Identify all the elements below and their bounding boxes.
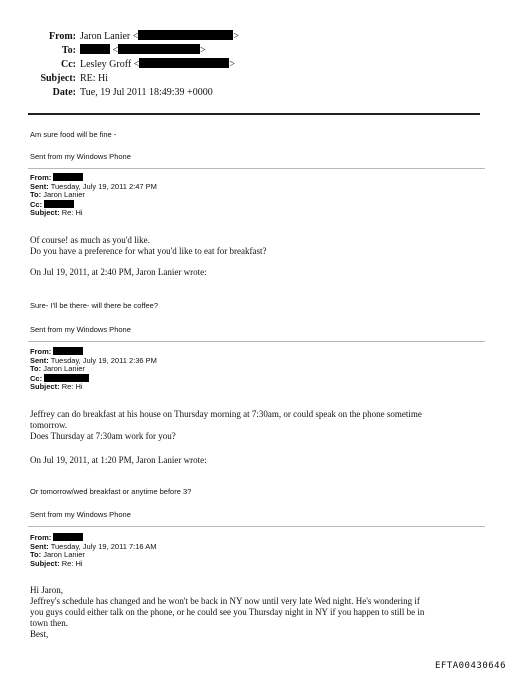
document-id: EFTA00430646 xyxy=(434,661,506,671)
msg4-subject-label: Subject: xyxy=(30,558,60,568)
redaction-box xyxy=(44,374,89,382)
msg3-body xyxy=(30,409,485,442)
msg2-divider xyxy=(28,341,485,342)
header-subject-label: Subject: xyxy=(40,73,76,84)
msg2-subject: Re: Hi xyxy=(61,208,83,218)
msg3-from-label: From: xyxy=(30,347,52,356)
header-cc-row xyxy=(0,58,512,72)
redaction-box xyxy=(53,533,83,541)
header-subject-row xyxy=(0,72,512,86)
msg2-body-line: Of course! as much as you'd like. xyxy=(30,235,150,245)
msg2-subject-label: Subject: xyxy=(30,208,60,218)
msg3-divider xyxy=(28,526,485,527)
redaction-box xyxy=(138,30,233,40)
header-cc-name: Lesley Groff < xyxy=(80,59,140,70)
msg4-from-label: From: xyxy=(30,533,52,542)
msg3-to: Jaron Lanier xyxy=(43,364,85,374)
msg2-sent: Tuesday, July 19, 2011 2:47 PM xyxy=(50,181,157,191)
msg4-sent: Tuesday, July 19, 2011 7:16 AM xyxy=(50,541,157,551)
msg3-body-line: Does Thursday at 7:30am work for you? xyxy=(30,431,176,441)
msg4-closing: Best, xyxy=(30,629,49,639)
msg3-subject: Re: Hi xyxy=(61,382,83,392)
msg2-to: Jaron Lanier xyxy=(43,190,85,200)
redaction-box xyxy=(53,173,83,181)
header-cc-label: Cc: xyxy=(61,59,76,70)
redaction-box xyxy=(139,58,229,68)
header-date-row xyxy=(0,86,512,100)
redaction-box xyxy=(53,347,83,355)
msg4-greeting: Hi Jaron, xyxy=(30,585,63,595)
header-from-name: Jaron Lanier < xyxy=(80,31,139,42)
msg1-divider xyxy=(28,168,485,169)
header-from-label: From: xyxy=(48,31,76,42)
msg3-cc-label: Cc: xyxy=(30,373,43,383)
header-gt: > xyxy=(200,45,206,56)
msg3-sent-label: Sent: xyxy=(30,355,49,365)
redaction-box xyxy=(118,44,200,54)
msg3-quote-intro: On Jul 19, 2011, at 1:20 PM, Jaron Lanier wrote: xyxy=(30,455,207,465)
redaction-box xyxy=(44,200,74,208)
header-date-label: Date: xyxy=(52,87,76,98)
msg3-sent: Tuesday, July 19, 2011 2:36 PM xyxy=(50,355,157,365)
msg4-sent-label: Sent: xyxy=(30,541,49,551)
msg4-body xyxy=(30,585,485,640)
msg2-meta xyxy=(30,173,157,218)
msg2-from-label: From: xyxy=(30,173,52,182)
header-to-row xyxy=(0,44,512,58)
header-gt: > xyxy=(233,31,240,42)
msg3-meta xyxy=(30,347,157,392)
msg2-quote-intro: On Jul 19, 2011, at 2:40 PM, Jaron Lanier wrote: xyxy=(30,267,207,277)
msg3-signature: Sent from my Windows Phone xyxy=(30,510,131,519)
redaction-box xyxy=(80,44,110,54)
msg3-quoted: Or tomorrow/wed breakfast or anytime before 3? xyxy=(30,487,192,496)
msg4-to: Jaron Lanier xyxy=(43,550,85,560)
msg2-to-label: To: xyxy=(30,190,42,200)
msg4-meta xyxy=(30,533,156,568)
header-date: Tue, 19 Jul 2011 18:49:39 +0000 xyxy=(80,87,213,98)
header-gt: > xyxy=(229,59,235,70)
msg2-body-line: Do you have a preference for what you'd like to eat for breakfast? xyxy=(30,246,267,256)
msg4-subject: Re: Hi xyxy=(61,558,83,568)
msg2-body xyxy=(30,235,485,257)
header-from-row xyxy=(0,30,512,44)
msg2-quoted: Sure- I'll be there- will there be coffee? xyxy=(30,301,159,310)
header-to-label: To: xyxy=(61,45,76,56)
msg1-signature: Sent from my Windows Phone xyxy=(30,152,131,161)
msg1-body: Am sure food will be fine - xyxy=(30,130,117,139)
msg3-to-label: To: xyxy=(30,364,42,374)
msg4-body-line: you guys could either talk on the phone, or he could see you Thursday night in NY if you happen to still be in xyxy=(30,607,425,617)
msg4-to-label: To: xyxy=(30,550,42,560)
email-header xyxy=(0,30,512,100)
msg2-signature: Sent from my Windows Phone xyxy=(30,325,131,334)
msg2-sent-label: Sent: xyxy=(30,181,49,191)
header-divider xyxy=(28,113,480,115)
msg3-subject-label: Subject: xyxy=(30,382,60,392)
msg3-body-line: tomorrow. xyxy=(30,420,68,430)
msg4-body-line: town then. xyxy=(30,618,68,628)
msg4-body-line: Jeffrey's schedule has changed and he won't be back in NY now until very late Wed night. He's wondering if xyxy=(30,596,420,606)
header-lt: < xyxy=(112,45,119,56)
msg3-body-line: Jeffrey can do breakfast at his house on Thursday morning at 7:30am, or could speak on the phone sometime xyxy=(30,409,422,419)
msg2-cc-label: Cc: xyxy=(30,199,43,209)
header-subject: RE: Hi xyxy=(80,73,109,84)
